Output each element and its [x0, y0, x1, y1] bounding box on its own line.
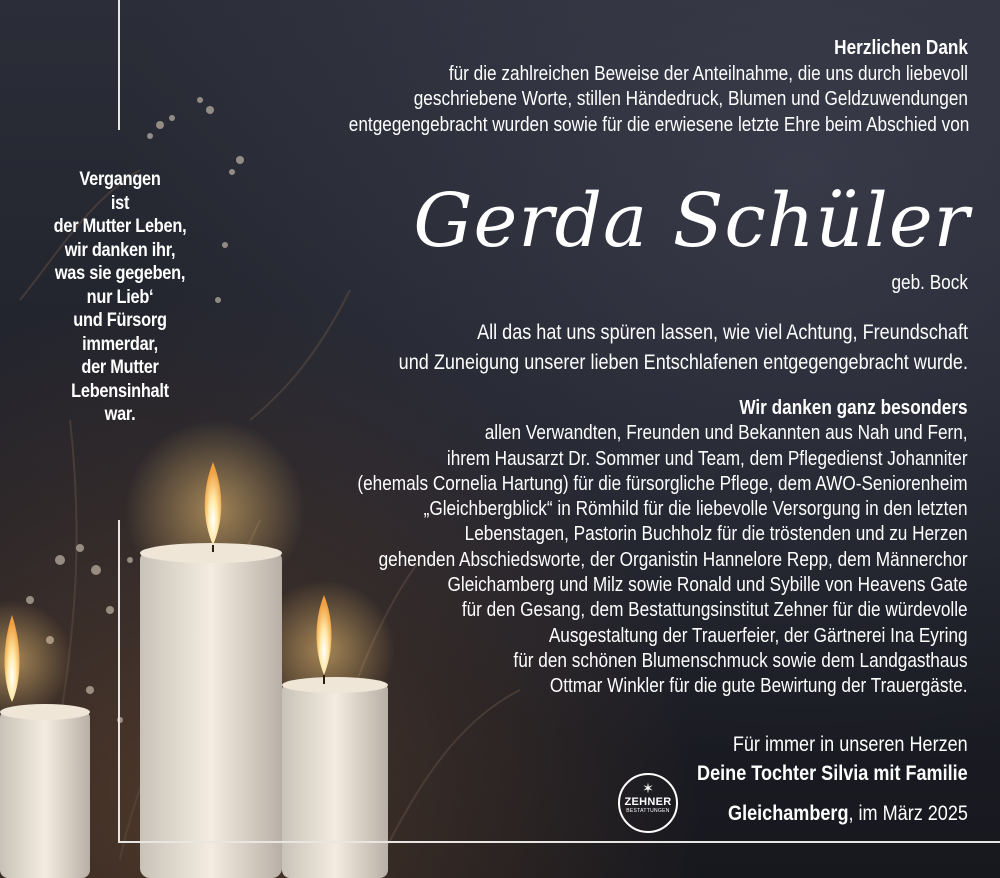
verse-line: Lebensinhalt: [71, 380, 169, 402]
deceased-name: Gerda Schüler: [413, 178, 970, 264]
closing-signature: [653, 730, 968, 788]
logo-subtitle: BESTATTUNGEN: [626, 808, 670, 814]
tree-icon: ✶: [642, 780, 654, 796]
special-thanks-line: gehenden Abschiedsworte, der Organistin Hannelore Repp, dem Männerchor: [379, 548, 968, 571]
appreciation-line: und Zuneigung unserer lieben Entschlafenen entgegengebracht wurde.: [398, 351, 968, 374]
special-thanks-line: Gleichamberg und Milz sowie Ronald und Sybille von Heavens Gate: [447, 574, 968, 597]
verse-line: was sie gegeben,: [54, 263, 186, 284]
place-and-date: [728, 802, 968, 826]
special-thanks-line: Lebenstagen, Pastorin Buchholz für die tröstenden und zu Herzen: [465, 523, 968, 546]
closing-line: Für immer in unseren Herzen: [733, 733, 968, 756]
verse-line: war.: [104, 404, 136, 425]
special-thanks-line: Ottmar Winkler für die gute Bewirtung der Trauergäste.: [550, 675, 968, 698]
verse-line: wir danken ihr,: [64, 239, 176, 261]
special-thanks: [258, 396, 968, 700]
verse-line: Vergangen: [79, 169, 161, 190]
special-thanks-line: ihrem Hausarzt Dr. Sommer und Team, dem Pflegedienst Johanniter: [447, 447, 968, 470]
place: Gleichamberg: [728, 802, 849, 825]
verse-line: nur Lieb‘: [86, 286, 154, 308]
frame-bottom-left-vertical: [118, 520, 120, 843]
appreciation-paragraph: [306, 318, 968, 378]
verse-line: ist: [110, 192, 130, 214]
special-thanks-line: für den schönen Blumenschmuck sowie dem Landgasthaus: [513, 649, 968, 672]
special-thanks-line: Ausgestaltung der Trauerfeier, der Gärtnerei Ina Eyring: [549, 624, 968, 647]
intro-line: entgegengebracht wurden sowie für die erwiesene letzte Ehre beim Abschied von: [348, 113, 970, 136]
special-thanks-line: „Gleichbergblick“ in Römhild für die liebevolle Versorgung in den letzten: [423, 498, 968, 521]
funeral-home-logo: [618, 773, 678, 833]
maiden-name: geb. Bock: [891, 272, 968, 294]
logo-name: ZEHNER: [624, 796, 672, 808]
special-thanks-line: (ehemals Cornelia Hartung) für die fürsorgliche Pflege, dem AWO-Seniorenheim: [357, 472, 968, 495]
intro-heading: Herzlichen Dank: [834, 37, 968, 59]
verse-line: der Mutter: [81, 357, 159, 378]
special-thanks-line: allen Verwandten, Freunden und Bekannten aus Nah und Fern,: [485, 422, 968, 445]
frame-bottom-horizontal: [118, 841, 1000, 843]
thanks-intro: [248, 36, 968, 138]
verse-line: immerdar,: [82, 333, 158, 355]
family-signature: Deine Tochter Silvia mit Familie: [697, 762, 968, 785]
verse-line: und Fürsorg: [73, 310, 167, 331]
verse-line: der Mutter Leben,: [53, 216, 187, 237]
special-thanks-line: für den Gesang, dem Bestattungsinstitut Zehner für die würdevolle: [462, 599, 968, 622]
intro-line: geschriebene Worte, stillen Händedruck, Blumen und Geldzuwendungen: [413, 88, 968, 110]
intro-line: für die zahlreichen Beweise der Anteilnahme, die uns durch liebevoll: [448, 62, 968, 85]
date: , im März 2025: [848, 802, 968, 825]
appreciation-line: All das hat uns spüren lassen, wie viel Achtung, Freundschaft: [477, 321, 968, 344]
memorial-verse: [34, 168, 206, 427]
special-thanks-heading: Wir danken ganz besonders: [739, 397, 968, 419]
frame-top-left-vertical: [118, 0, 120, 130]
